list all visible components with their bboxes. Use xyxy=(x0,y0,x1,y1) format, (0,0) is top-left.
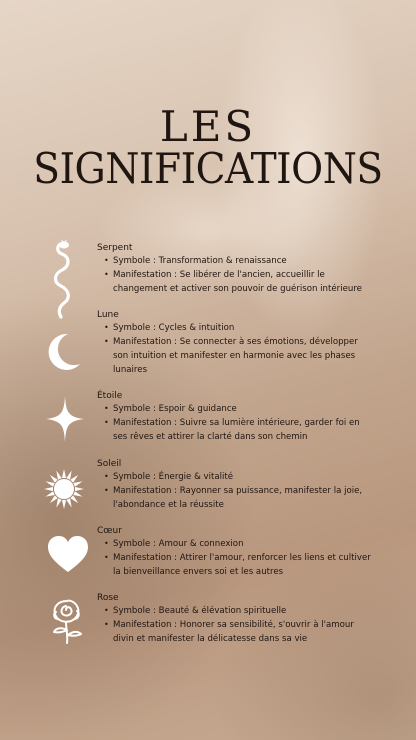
page-title-line-2: SIGNIFICATIONS xyxy=(33,144,383,193)
manifestation-label: Manifestation : xyxy=(113,337,178,347)
symbole-label: Symbole : xyxy=(113,472,156,482)
sun-icon xyxy=(43,468,85,510)
symbole-value: Espoir & guidance xyxy=(158,404,237,414)
list-item xyxy=(103,254,373,268)
list-item xyxy=(103,335,373,377)
section-heading-etoile: Étoile xyxy=(97,391,123,401)
section-heading-coeur: Cœur xyxy=(97,526,122,536)
symbole-value: Beauté & élévation spirituelle xyxy=(158,606,287,616)
manifestation-value: Se libérer de l'ancien, accueillir le changement et activer son pouvoir de guérison intérieure xyxy=(113,270,362,294)
manifestation-value: Suivre sa lumière intérieure, garder foi en ses rêves et attirer la clarté dans son chemin xyxy=(113,418,360,442)
symbole-label: Symbole : xyxy=(113,539,156,549)
rose-icon xyxy=(47,597,87,645)
manifestation-label: Manifestation : xyxy=(113,553,178,563)
list-item xyxy=(103,604,373,618)
list-item xyxy=(103,618,373,646)
manifestation-value: Attirer l'amour, renforcer les liens et cultiver la bienveillance envers soi et les autres xyxy=(113,553,371,577)
list-item xyxy=(103,470,373,484)
manifestation-label: Manifestation : xyxy=(113,270,178,280)
symbole-label: Symbole : xyxy=(113,323,156,333)
manifestation-value: Honorer sa sensibilité, s'ouvrir à l'amour divin et manifester la délicatesse dans sa vie xyxy=(113,620,354,644)
list-item xyxy=(103,484,373,512)
rose-details xyxy=(103,604,373,646)
soleil-details xyxy=(103,470,373,512)
list-item xyxy=(103,551,373,579)
symbole-value: Transformation & renaissance xyxy=(158,256,287,266)
snake-icon xyxy=(48,240,78,320)
section-heading-lune: Lune xyxy=(97,310,119,320)
symbole-value: Cycles & intuition xyxy=(158,323,235,333)
page-title-line-1: LES xyxy=(159,102,257,151)
manifestation-label: Manifestation : xyxy=(113,620,178,630)
lune-details xyxy=(103,321,373,377)
list-item xyxy=(103,268,373,296)
heart-icon xyxy=(48,536,88,574)
section-heading-rose: Rose xyxy=(97,593,119,603)
etoile-details xyxy=(103,402,373,444)
section-heading-soleil: Soleil xyxy=(97,459,122,469)
section-heading-serpent: Serpent xyxy=(97,243,133,253)
symbole-value: Énergie & vitalité xyxy=(158,472,234,482)
symbole-label: Symbole : xyxy=(113,256,156,266)
list-item xyxy=(103,416,373,444)
list-item xyxy=(103,321,373,335)
manifestation-value: Se connecter à ses émotions, développer son intuition et manifester en harmonie avec les phases lunaires xyxy=(113,337,358,375)
manifestation-value: Rayonner sa puissance, manifester la joie, l'abondance et la réussite xyxy=(113,486,363,510)
list-item xyxy=(103,402,373,416)
coeur-details xyxy=(103,537,373,579)
list-item xyxy=(103,537,373,551)
manifestation-label: Manifestation : xyxy=(113,418,178,428)
crescent-moon-icon xyxy=(44,330,84,374)
manifestation-label: Manifestation : xyxy=(113,486,178,496)
star-icon xyxy=(46,396,84,442)
symbole-label: Symbole : xyxy=(113,404,156,414)
symbole-label: Symbole : xyxy=(113,606,156,616)
serpent-details xyxy=(103,254,373,296)
symbole-value: Amour & connexion xyxy=(158,539,244,549)
